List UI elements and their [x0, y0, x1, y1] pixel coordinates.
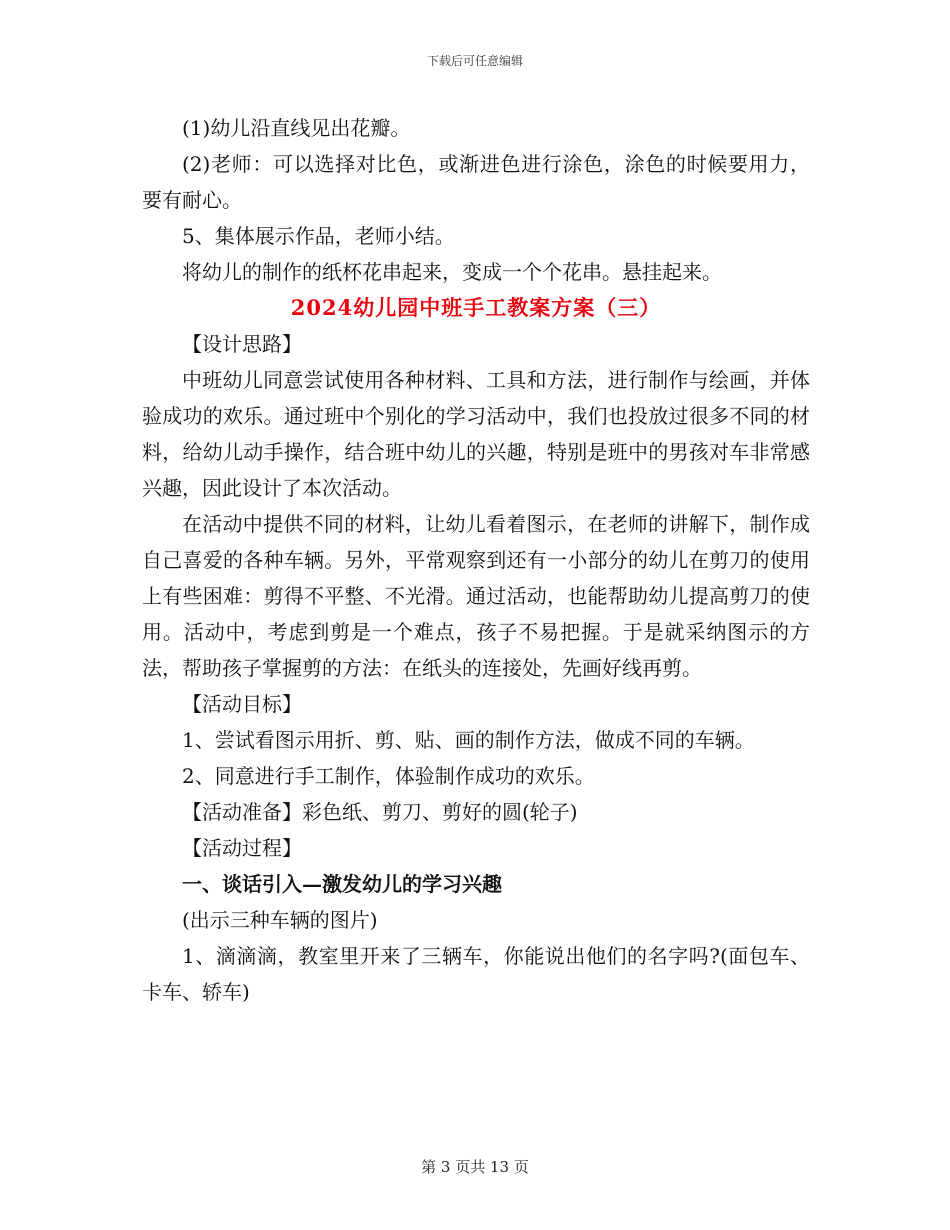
goal-item-2: 2、同意进行手工制作，体验制作成功的欢乐。	[182, 764, 595, 788]
preparation-line: 【活动准备】彩色纸、剪刀、剪好的圆(轮子)	[182, 800, 578, 824]
paragraph-step-1: (1)幼儿沿直线见出花瓣。	[182, 116, 411, 140]
goal-heading: 【活动目标】	[182, 692, 302, 716]
paragraph-step-2: (2)老师：可以选择对比色，或渐进色进行涂色，涂色的时候要用力，要有耐心。	[142, 152, 810, 212]
paragraph-step-5: 5、集体展示作品，老师小结。	[182, 224, 455, 248]
process-heading: 【活动过程】	[182, 836, 302, 860]
design-paragraph-2: 在活动中提供不同的材料，让幼儿看着图示，在老师的讲解下，制作成自己喜爱的各种车辆。另外，平常观察到还有一小部分的幼儿在剪刀的使用上有些困难：剪得不平整、不光滑。通过活动，也能帮助幼儿提高剪刀的使用。活动中，考虑到剪是一个难点，孩子不易把握。于是就采纳图示的方法，帮助孩子掌握剪的方法：在纸头的连接处，先画好线再剪。	[142, 512, 810, 680]
design-paragraph-1: 中班幼儿同意尝试使用各种材料、工具和方法，进行制作与绘画，并体验成功的欢乐。通过班中个别化的学习活动中，我们也投放过很多不同的材料，给幼儿动手操作，结合班中幼儿的兴趣，特别是班中的男孩对车非常感兴趣，因此设计了本次活动。	[142, 368, 810, 500]
step-1-note: (出示三种车辆的图片)	[182, 908, 378, 932]
design-heading: 【设计思路】	[182, 332, 302, 356]
goal-item-1: 1、尝试看图示用折、剪、贴、画的制作方法，做成不同的车辆。	[182, 728, 755, 752]
step-1-title: 一、谈话引入—激发幼儿的学习兴趣	[182, 872, 502, 896]
step-1-question: 1、滴滴滴，教室里开来了三辆车，你能说出他们的名字吗?(面包车、卡车、轿车)	[142, 944, 810, 1004]
page-header: 下载后可任意编辑	[426, 54, 523, 68]
document-body	[142, 108, 810, 1010]
section-title: 2024幼儿园中班手工教案方案（三）	[290, 295, 662, 320]
paragraph-flower-string: 将幼儿的制作的纸杯花串起来，变成一个个花串。悬挂起来。	[182, 260, 722, 284]
page-footer: 第 3 页共 13 页	[421, 1158, 529, 1176]
